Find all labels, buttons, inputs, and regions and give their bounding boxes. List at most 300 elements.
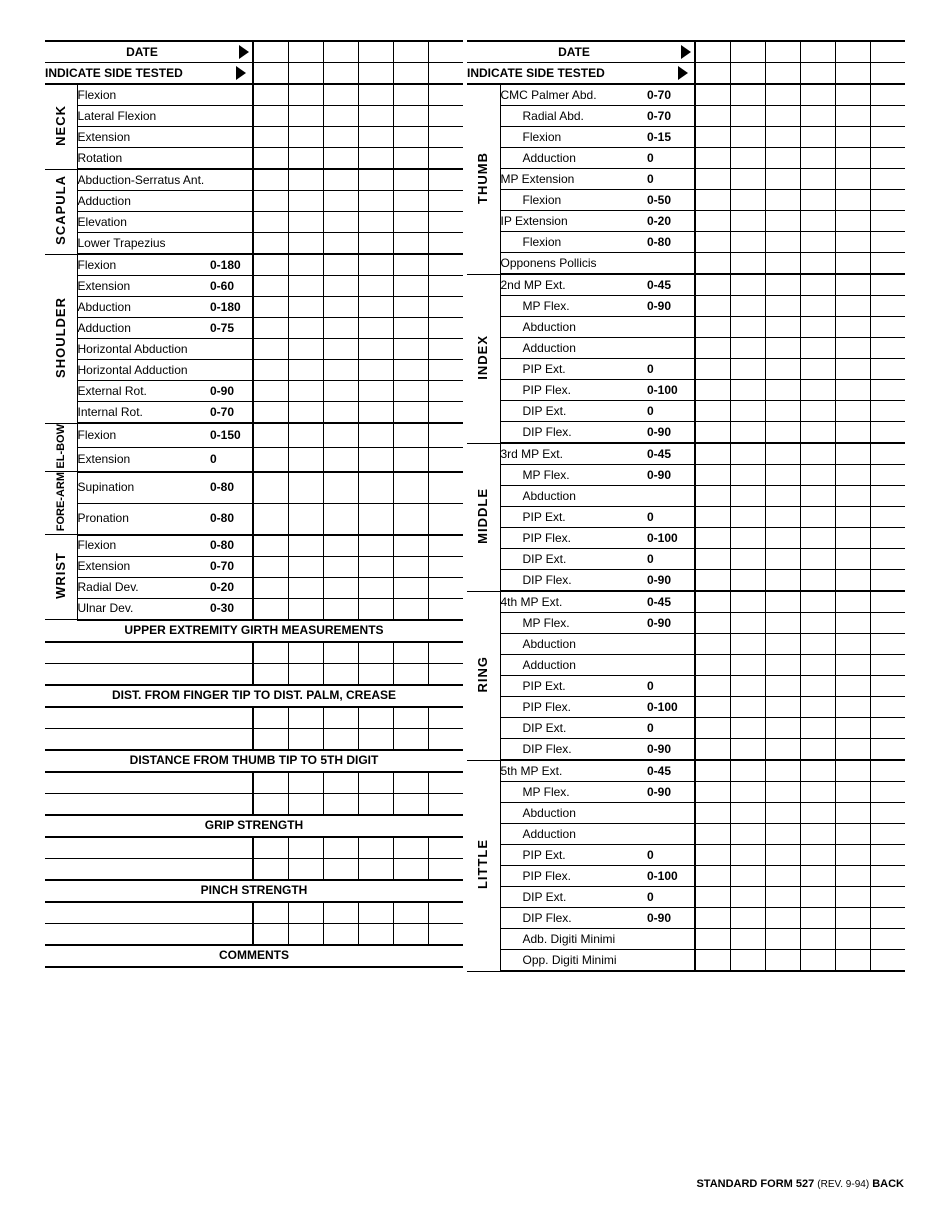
entry-cell[interactable] — [870, 253, 905, 275]
entry-cell[interactable] — [870, 422, 905, 444]
entry-cell[interactable] — [253, 663, 288, 685]
entry-cell[interactable] — [323, 127, 358, 148]
measurement-label-cell[interactable] — [45, 837, 253, 859]
entry-cell[interactable] — [253, 254, 288, 276]
entry-cell[interactable] — [393, 233, 428, 255]
entry-cell[interactable] — [358, 63, 393, 85]
entry-cell[interactable] — [695, 127, 730, 148]
entry-cell[interactable] — [835, 803, 870, 824]
entry-cell[interactable] — [695, 549, 730, 570]
entry-cell[interactable] — [765, 866, 800, 887]
entry-cell[interactable] — [800, 528, 835, 549]
entry-cell[interactable] — [393, 772, 428, 794]
entry-cell[interactable] — [695, 613, 730, 634]
entry-cell[interactable] — [428, 127, 463, 148]
entry-cell[interactable] — [323, 318, 358, 339]
entry-cell[interactable] — [765, 338, 800, 359]
entry-cell[interactable] — [288, 360, 323, 381]
entry-cell[interactable] — [765, 359, 800, 380]
entry-cell[interactable] — [288, 106, 323, 127]
entry-cell[interactable] — [323, 447, 358, 471]
entry-cell[interactable] — [323, 297, 358, 318]
entry-cell[interactable] — [288, 598, 323, 620]
entry-cell[interactable] — [800, 824, 835, 845]
entry-cell[interactable] — [800, 106, 835, 127]
entry-cell[interactable] — [253, 902, 288, 924]
entry-cell[interactable] — [835, 380, 870, 401]
entry-cell[interactable] — [253, 339, 288, 360]
entry-cell[interactable] — [835, 824, 870, 845]
entry-cell[interactable] — [323, 793, 358, 815]
entry-cell[interactable] — [800, 253, 835, 275]
entry-cell[interactable] — [393, 84, 428, 106]
entry-cell[interactable] — [288, 772, 323, 794]
entry-cell[interactable] — [393, 360, 428, 381]
entry-cell[interactable] — [428, 642, 463, 664]
entry-cell[interactable] — [835, 274, 870, 296]
entry-cell[interactable] — [695, 401, 730, 422]
entry-cell[interactable] — [730, 41, 765, 63]
entry-cell[interactable] — [765, 507, 800, 528]
entry-cell[interactable] — [870, 106, 905, 127]
entry-cell[interactable] — [695, 718, 730, 739]
measurement-label-cell[interactable] — [45, 728, 253, 750]
entry-cell[interactable] — [870, 63, 905, 85]
entry-cell[interactable] — [835, 739, 870, 761]
entry-cell[interactable] — [288, 41, 323, 63]
entry-cell[interactable] — [870, 676, 905, 697]
entry-cell[interactable] — [765, 253, 800, 275]
entry-cell[interactable] — [323, 902, 358, 924]
entry-cell[interactable] — [835, 211, 870, 232]
entry-cell[interactable] — [358, 381, 393, 402]
entry-cell[interactable] — [835, 63, 870, 85]
entry-cell[interactable] — [323, 106, 358, 127]
entry-cell[interactable] — [695, 507, 730, 528]
entry-cell[interactable] — [870, 549, 905, 570]
entry-cell[interactable] — [323, 772, 358, 794]
entry-cell[interactable] — [428, 276, 463, 297]
entry-cell[interactable] — [323, 63, 358, 85]
entry-cell[interactable] — [765, 106, 800, 127]
entry-cell[interactable] — [695, 274, 730, 296]
entry-cell[interactable] — [393, 837, 428, 859]
entry-cell[interactable] — [730, 106, 765, 127]
entry-cell[interactable] — [730, 296, 765, 317]
entry-cell[interactable] — [323, 212, 358, 233]
entry-cell[interactable] — [288, 127, 323, 148]
entry-cell[interactable] — [358, 772, 393, 794]
entry-cell[interactable] — [835, 338, 870, 359]
entry-cell[interactable] — [695, 655, 730, 676]
entry-cell[interactable] — [835, 253, 870, 275]
entry-cell[interactable] — [358, 837, 393, 859]
entry-cell[interactable] — [800, 63, 835, 85]
entry-cell[interactable] — [253, 276, 288, 297]
entry-cell[interactable] — [358, 503, 393, 535]
entry-cell[interactable] — [358, 472, 393, 504]
entry-cell[interactable] — [695, 887, 730, 908]
entry-cell[interactable] — [800, 127, 835, 148]
entry-cell[interactable] — [870, 591, 905, 613]
entry-cell[interactable] — [428, 254, 463, 276]
entry-cell[interactable] — [393, 923, 428, 945]
entry-cell[interactable] — [358, 642, 393, 664]
entry-cell[interactable] — [835, 782, 870, 803]
entry-cell[interactable] — [870, 887, 905, 908]
entry-cell[interactable] — [870, 486, 905, 507]
entry-cell[interactable] — [358, 728, 393, 750]
entry-cell[interactable] — [870, 570, 905, 592]
entry-cell[interactable] — [765, 549, 800, 570]
entry-cell[interactable] — [800, 549, 835, 570]
entry-cell[interactable] — [323, 535, 358, 557]
entry-cell[interactable] — [730, 803, 765, 824]
entry-cell[interactable] — [428, 923, 463, 945]
entry-cell[interactable] — [288, 191, 323, 212]
entry-cell[interactable] — [730, 232, 765, 253]
entry-cell[interactable] — [288, 297, 323, 318]
entry-cell[interactable] — [393, 503, 428, 535]
entry-cell[interactable] — [870, 950, 905, 972]
entry-cell[interactable] — [730, 359, 765, 380]
entry-cell[interactable] — [253, 556, 288, 577]
entry-cell[interactable] — [765, 739, 800, 761]
entry-cell[interactable] — [393, 191, 428, 212]
entry-cell[interactable] — [835, 613, 870, 634]
entry-cell[interactable] — [288, 556, 323, 577]
entry-cell[interactable] — [835, 422, 870, 444]
entry-cell[interactable] — [323, 707, 358, 729]
entry-cell[interactable] — [288, 663, 323, 685]
entry-cell[interactable] — [800, 908, 835, 929]
entry-cell[interactable] — [323, 233, 358, 255]
entry-cell[interactable] — [800, 866, 835, 887]
entry-cell[interactable] — [800, 718, 835, 739]
entry-cell[interactable] — [765, 782, 800, 803]
entry-cell[interactable] — [428, 318, 463, 339]
entry-cell[interactable] — [428, 556, 463, 577]
entry-cell[interactable] — [800, 591, 835, 613]
entry-cell[interactable] — [253, 402, 288, 424]
entry-cell[interactable] — [358, 212, 393, 233]
entry-cell[interactable] — [253, 148, 288, 170]
entry-cell[interactable] — [288, 858, 323, 880]
entry-cell[interactable] — [800, 41, 835, 63]
entry-cell[interactable] — [835, 676, 870, 697]
measurement-label-cell[interactable] — [45, 858, 253, 880]
entry-cell[interactable] — [870, 317, 905, 338]
entry-cell[interactable] — [800, 697, 835, 718]
entry-cell[interactable] — [428, 339, 463, 360]
entry-cell[interactable] — [253, 503, 288, 535]
entry-cell[interactable] — [323, 169, 358, 191]
entry-cell[interactable] — [288, 276, 323, 297]
entry-cell[interactable] — [323, 148, 358, 170]
entry-cell[interactable] — [428, 793, 463, 815]
entry-cell[interactable] — [730, 211, 765, 232]
entry-cell[interactable] — [730, 84, 765, 106]
entry-cell[interactable] — [800, 401, 835, 422]
entry-cell[interactable] — [358, 923, 393, 945]
entry-cell[interactable] — [800, 232, 835, 253]
entry-cell[interactable] — [253, 84, 288, 106]
entry-cell[interactable] — [393, 472, 428, 504]
entry-cell[interactable] — [288, 254, 323, 276]
entry-cell[interactable] — [358, 793, 393, 815]
entry-cell[interactable] — [323, 276, 358, 297]
entry-cell[interactable] — [765, 465, 800, 486]
entry-cell[interactable] — [835, 127, 870, 148]
entry-cell[interactable] — [288, 447, 323, 471]
entry-cell[interactable] — [393, 858, 428, 880]
entry-cell[interactable] — [695, 211, 730, 232]
entry-cell[interactable] — [730, 443, 765, 465]
entry-cell[interactable] — [870, 169, 905, 190]
entry-cell[interactable] — [730, 760, 765, 782]
entry-cell[interactable] — [870, 782, 905, 803]
entry-cell[interactable] — [695, 84, 730, 106]
entry-cell[interactable] — [870, 232, 905, 253]
entry-cell[interactable] — [870, 296, 905, 317]
entry-cell[interactable] — [393, 642, 428, 664]
entry-cell[interactable] — [765, 697, 800, 718]
entry-cell[interactable] — [323, 191, 358, 212]
entry-cell[interactable] — [730, 739, 765, 761]
entry-cell[interactable] — [393, 663, 428, 685]
entry-cell[interactable] — [695, 950, 730, 972]
entry-cell[interactable] — [253, 858, 288, 880]
entry-cell[interactable] — [765, 190, 800, 211]
entry-cell[interactable] — [695, 591, 730, 613]
entry-cell[interactable] — [393, 63, 428, 85]
entry-cell[interactable] — [730, 486, 765, 507]
entry-cell[interactable] — [428, 728, 463, 750]
entry-cell[interactable] — [730, 63, 765, 85]
entry-cell[interactable] — [765, 211, 800, 232]
entry-cell[interactable] — [323, 577, 358, 598]
entry-cell[interactable] — [835, 887, 870, 908]
entry-cell[interactable] — [730, 824, 765, 845]
entry-cell[interactable] — [835, 655, 870, 676]
entry-cell[interactable] — [800, 507, 835, 528]
entry-cell[interactable] — [358, 402, 393, 424]
entry-cell[interactable] — [765, 528, 800, 549]
entry-cell[interactable] — [253, 598, 288, 620]
entry-cell[interactable] — [253, 360, 288, 381]
entry-cell[interactable] — [800, 887, 835, 908]
entry-cell[interactable] — [358, 297, 393, 318]
entry-cell[interactable] — [835, 507, 870, 528]
entry-cell[interactable] — [288, 212, 323, 233]
entry-cell[interactable] — [358, 127, 393, 148]
entry-cell[interactable] — [835, 148, 870, 169]
entry-cell[interactable] — [800, 296, 835, 317]
entry-cell[interactable] — [428, 503, 463, 535]
entry-cell[interactable] — [835, 190, 870, 211]
entry-cell[interactable] — [323, 728, 358, 750]
entry-cell[interactable] — [695, 63, 730, 85]
entry-cell[interactable] — [393, 728, 428, 750]
entry-cell[interactable] — [870, 148, 905, 169]
entry-cell[interactable] — [288, 503, 323, 535]
entry-cell[interactable] — [323, 598, 358, 620]
entry-cell[interactable] — [393, 41, 428, 63]
entry-cell[interactable] — [800, 803, 835, 824]
entry-cell[interactable] — [428, 41, 463, 63]
entry-cell[interactable] — [393, 148, 428, 170]
entry-cell[interactable] — [765, 486, 800, 507]
entry-cell[interactable] — [695, 169, 730, 190]
entry-cell[interactable] — [393, 297, 428, 318]
entry-cell[interactable] — [870, 760, 905, 782]
entry-cell[interactable] — [765, 317, 800, 338]
entry-cell[interactable] — [695, 443, 730, 465]
entry-cell[interactable] — [288, 339, 323, 360]
entry-cell[interactable] — [428, 84, 463, 106]
entry-cell[interactable] — [870, 845, 905, 866]
entry-cell[interactable] — [765, 148, 800, 169]
entry-cell[interactable] — [870, 718, 905, 739]
entry-cell[interactable] — [730, 782, 765, 803]
entry-cell[interactable] — [800, 443, 835, 465]
entry-cell[interactable] — [323, 556, 358, 577]
entry-cell[interactable] — [835, 718, 870, 739]
entry-cell[interactable] — [428, 360, 463, 381]
entry-cell[interactable] — [800, 359, 835, 380]
entry-cell[interactable] — [323, 84, 358, 106]
entry-cell[interactable] — [870, 929, 905, 950]
entry-cell[interactable] — [428, 837, 463, 859]
entry-cell[interactable] — [870, 908, 905, 929]
entry-cell[interactable] — [800, 380, 835, 401]
measurement-label-cell[interactable] — [45, 902, 253, 924]
entry-cell[interactable] — [323, 254, 358, 276]
entry-cell[interactable] — [323, 642, 358, 664]
entry-cell[interactable] — [695, 359, 730, 380]
entry-cell[interactable] — [730, 655, 765, 676]
entry-cell[interactable] — [253, 233, 288, 255]
entry-cell[interactable] — [393, 793, 428, 815]
entry-cell[interactable] — [323, 663, 358, 685]
entry-cell[interactable] — [835, 866, 870, 887]
entry-cell[interactable] — [428, 663, 463, 685]
entry-cell[interactable] — [358, 447, 393, 471]
entry-cell[interactable] — [358, 663, 393, 685]
entry-cell[interactable] — [765, 845, 800, 866]
entry-cell[interactable] — [358, 902, 393, 924]
entry-cell[interactable] — [393, 212, 428, 233]
entry-cell[interactable] — [835, 591, 870, 613]
entry-cell[interactable] — [765, 824, 800, 845]
entry-cell[interactable] — [835, 317, 870, 338]
entry-cell[interactable] — [730, 317, 765, 338]
entry-cell[interactable] — [835, 41, 870, 63]
entry-cell[interactable] — [730, 465, 765, 486]
entry-cell[interactable] — [730, 950, 765, 972]
entry-cell[interactable] — [358, 254, 393, 276]
entry-cell[interactable] — [428, 297, 463, 318]
entry-cell[interactable] — [730, 169, 765, 190]
entry-cell[interactable] — [835, 359, 870, 380]
entry-cell[interactable] — [695, 296, 730, 317]
entry-cell[interactable] — [765, 887, 800, 908]
measurement-label-cell[interactable] — [45, 793, 253, 815]
entry-cell[interactable] — [428, 169, 463, 191]
entry-cell[interactable] — [765, 274, 800, 296]
entry-cell[interactable] — [835, 950, 870, 972]
entry-cell[interactable] — [870, 359, 905, 380]
entry-cell[interactable] — [393, 402, 428, 424]
entry-cell[interactable] — [765, 929, 800, 950]
entry-cell[interactable] — [393, 577, 428, 598]
entry-cell[interactable] — [428, 381, 463, 402]
entry-cell[interactable] — [393, 598, 428, 620]
entry-cell[interactable] — [288, 577, 323, 598]
entry-cell[interactable] — [428, 402, 463, 424]
entry-cell[interactable] — [428, 447, 463, 471]
entry-cell[interactable] — [323, 837, 358, 859]
entry-cell[interactable] — [730, 401, 765, 422]
entry-cell[interactable] — [870, 803, 905, 824]
entry-cell[interactable] — [288, 381, 323, 402]
entry-cell[interactable] — [765, 232, 800, 253]
entry-cell[interactable] — [730, 845, 765, 866]
entry-cell[interactable] — [800, 950, 835, 972]
entry-cell[interactable] — [428, 707, 463, 729]
entry-cell[interactable] — [288, 148, 323, 170]
entry-cell[interactable] — [730, 528, 765, 549]
entry-cell[interactable] — [870, 613, 905, 634]
entry-cell[interactable] — [393, 169, 428, 191]
entry-cell[interactable] — [800, 169, 835, 190]
entry-cell[interactable] — [695, 760, 730, 782]
entry-cell[interactable] — [800, 422, 835, 444]
entry-cell[interactable] — [393, 556, 428, 577]
entry-cell[interactable] — [730, 613, 765, 634]
entry-cell[interactable] — [765, 655, 800, 676]
entry-cell[interactable] — [835, 845, 870, 866]
entry-cell[interactable] — [870, 190, 905, 211]
entry-cell[interactable] — [870, 866, 905, 887]
entry-cell[interactable] — [730, 676, 765, 697]
entry-cell[interactable] — [730, 866, 765, 887]
entry-cell[interactable] — [870, 41, 905, 63]
entry-cell[interactable] — [253, 447, 288, 471]
entry-cell[interactable] — [730, 127, 765, 148]
entry-cell[interactable] — [428, 233, 463, 255]
entry-cell[interactable] — [765, 591, 800, 613]
entry-cell[interactable] — [323, 503, 358, 535]
entry-cell[interactable] — [323, 381, 358, 402]
entry-cell[interactable] — [428, 858, 463, 880]
entry-cell[interactable] — [835, 401, 870, 422]
entry-cell[interactable] — [835, 232, 870, 253]
entry-cell[interactable] — [765, 84, 800, 106]
entry-cell[interactable] — [765, 169, 800, 190]
entry-cell[interactable] — [695, 148, 730, 169]
entry-cell[interactable] — [253, 106, 288, 127]
entry-cell[interactable] — [765, 718, 800, 739]
entry-cell[interactable] — [428, 902, 463, 924]
entry-cell[interactable] — [800, 845, 835, 866]
entry-cell[interactable] — [765, 570, 800, 592]
entry-cell[interactable] — [288, 728, 323, 750]
entry-cell[interactable] — [358, 339, 393, 360]
entry-cell[interactable] — [835, 84, 870, 106]
entry-cell[interactable] — [428, 472, 463, 504]
entry-cell[interactable] — [428, 577, 463, 598]
